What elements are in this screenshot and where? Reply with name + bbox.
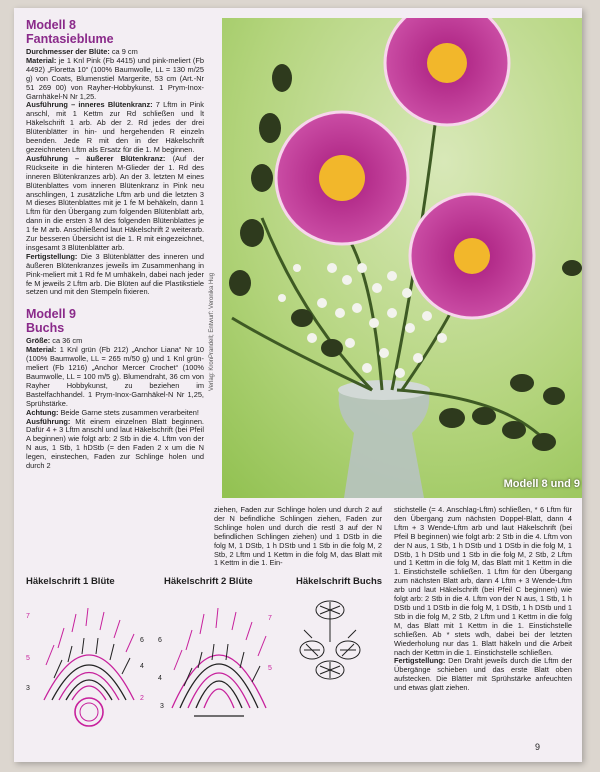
right-column-label: Fertigstellung: — [394, 656, 446, 666]
crochet-chart-2 — [154, 590, 284, 740]
flower-photo — [222, 18, 582, 498]
model8-p3-label: Ausführung – inneres Blütenkranz: — [26, 100, 153, 110]
right-column — [394, 506, 572, 693]
diagram1-title: Häkelschrift 1 Blüte — [26, 576, 115, 587]
page-number: 9 — [534, 742, 540, 752]
model8-p1-label: Durchmesser der Blüte: — [26, 47, 110, 56]
mid-column-text: ziehen, Faden zur Schlinge holen und durch 2 auf der N befindliche Schlingen ziehen, Faden zur Schlinge holen und durch die restl 3 auf der N befindlichen Schlingen ziehen) und 1 DStb in die folg M, 1 DStb, 1 h DStb und 1 Stb in die folg M, 2 Stb, 2 Lftm und 1 Kettm in die folg M, das Blatt mit 1 Kettm in die 1. Ein- — [214, 505, 382, 568]
d2-row-4: 4 — [158, 675, 162, 682]
pink-flower-center — [276, 112, 408, 244]
model9-subtitle: Buchs — [26, 321, 65, 336]
model9-title: Modell 9 — [26, 307, 77, 322]
model8-section — [26, 18, 204, 471]
d1-row-6: 6 — [140, 637, 144, 644]
crochet-chart-1 — [24, 590, 154, 740]
photo-caption: Modell 8 und 9 — [503, 478, 580, 490]
model9-p4-text: Mit einem einzelnen Blatt beginnen. Dafür 4 + 3 Lftm anschl und laut Häkelschrift (bei Pfeil A beginnen) wie folgt arb: 2 Stb in die 4. Lftm von der N aus, 1 Stb, 1 hDStb (= den Faden 2 x um die N legen, einstechen, Faden zur Schlinge holen und durch 2 — [26, 416, 204, 471]
d1-row-3: 3 — [26, 685, 30, 692]
pink-flower-right — [410, 194, 534, 318]
diagram2-title: Häkelschrift 2 Blüte — [164, 576, 253, 587]
model9-p2-label: Material: — [26, 345, 57, 355]
flower-illustration — [222, 18, 582, 498]
model8-p4-label: Ausführung – äußerer Blütenkranz: — [26, 153, 166, 163]
model8-p4-text: (Auf der Rückseite in die hinteren M-Glieder der 1. Rd des inneren Blütenkranzes arb). An der 3. letzten M eines Blütenblattes vom inneren Blütenkranz in Pink neu anschlingen, 1 zusätzliche Lftm arb und die letzten 3 M dieses Blütenblattes mit je 1 fe M behäkeln, dann 1 Lftm für den Übergang zum folgenden Blütenblatt arb, dann in die ersten 3 M des folgenden Blütenblattes je 1 fe M arb. Anschließend laut Häkelschrift 2 weiterarb. Zur besseren Übersicht ist die 1. R mit eingezeichnet, insgesamt 3 Blütenblätter arb. — [26, 153, 205, 252]
photo-credit-text: Verlag: KronPrandell; Entwurf: Veronika Hug — [209, 272, 215, 391]
crochet-chart-buchs — [290, 590, 386, 700]
model8-p5-text: Die 3 Blütenblätter des inneren und äußeren Blütenkranzes jeweils im Zusammenhang in Pink-meliert mit 1 Rd fe M umhäkeln, dabei nach jeder fe M jeweils 2 Lftm arb. Die Blüten auf die Plastikstiele setzen und mit den Stempeln fixieren. — [26, 251, 204, 297]
d2-row-6: 6 — [158, 637, 162, 644]
right-column-text: stichstelle (= 4. Anschlag-Lftm) schließen, * 6 Lftm für den Übergang zum nächsten Doppel-Blatt, dann 4 Lftm + 3 Wende-Lftm arb und laut Häkelschrift (bei Pfeil B beginnen) wie folgt arb: 2 Stb in die 4. Lftm von der N aus, 1 Stb, 1 h DStb und 1 DStb in die folg M, 1 DStb, 1 h DStb und 1 Stb in die folg M, 2 Stb, 2 Lftm und 1 Kettm in die folg M, das Blatt mit 1 Kettm in die 1. Einstichstelle schließen. 1 Lftm für den Übergang zum nächsten Blatt arb, dann 4 Lftm + 3 Wende-Lftm arb und laut Häkelschrift (bei Pfeil C beginnen) wie folgt arb: 2 Stb in die 4. Lftm von der N aus, 1 Stb, 1 h DStb und 1 DStb in die folg M, 1 DStb, 1 h DStb und 1 Stb in die folg M, 2 Stb, 2 Lftm und 1 Kettm in die folg M, das Blatt mit 1 Kettm in die 1. Einstichstelle schließen. Ab * stets wdh, dabei bei der letzten Wiederholung nur das 1. Blatt häkeln und die Arbeit nach der Kettm in die 1. Einstichstelle schließen. — [394, 505, 572, 657]
model9-p2-text: 1 Knl grün (Fb 212) „Anchor Liana“ Nr 10 (100% Baumwolle, LL = 265 m/50 g) und 1 Knl grün-meliert (Fb 1216) „Anchor Mercer Crochet“ (100% Baumwolle, LL = 100 m/5 g). Blumendraht, 36 cm von Rayher Hobbykunst, zu beziehen im Bastelfachhandel. 1 Prym-Inox-Garnhäkel-N Nr 1,25, Sprühstärke. — [26, 345, 204, 408]
diagram3-title: Häkelschrift Buchs — [296, 576, 383, 587]
d2-row-7: 7 — [268, 615, 272, 622]
model8-title: Modell 8 — [26, 18, 77, 32]
model9-p1-label: Größe: — [26, 336, 51, 346]
d1-row-7: 7 — [26, 613, 30, 620]
d2-row-5: 5 — [268, 665, 272, 672]
model8-p2-text: je 1 Knl Pink (Fb 4415) und pink-meliert (Fb 4492) „Floretta 10“ (100% Baumwolle, LL = 130 m/25 g) von Coats, Blumenstiel Margerite, 53 cm (Art.-Nr 51 269 00) von Rayher-Hobbykunst. 1 Prym-Inox-Garnhäkel-N Nr 1,25. — [26, 55, 204, 101]
model9-p3-text: Beide Garne stets zusammen verarbeiten! — [58, 407, 199, 417]
photo-credit — [210, 248, 216, 398]
magazine-page — [14, 8, 582, 762]
model8-subtitle: Fantasieblume — [26, 32, 114, 46]
model9-p4-label: Ausführung: — [26, 416, 71, 426]
model8-p2-label: Material: — [26, 55, 57, 65]
d1-row-5: 5 — [26, 655, 30, 662]
right-column-finish: Den Draht jeweils durch die Lftm der Übergänge schieben und das erste Blatt oben aufstecken. Die Blätter mit Sprühstärke anfeuchten und etwas glatt ziehen. — [394, 656, 572, 693]
mid-column — [214, 506, 382, 568]
d1-row-4: 4 — [140, 663, 144, 670]
model9-p1-text: ca 36 cm — [50, 336, 83, 346]
model8-p1-text: ca 9 cm — [109, 47, 138, 56]
d1-row-2: 2 — [140, 695, 144, 702]
d2-row-3: 3 — [160, 703, 164, 710]
model9-p3-label: Achtung: — [26, 407, 59, 417]
pink-flower-top — [385, 18, 509, 125]
model8-p3-text: 7 Lftm in Pink anschl, mit 1 Kettm zur Rd schließen und lt Häkelschrift 1 arb. Ab der 2. Rd jedes der drei Blütenblätter in hin- und hergehenden R einzeln beenden. Jede R mit den in der Häkelschrift gezeichneten Lftm als Ersatz für die 1. M beginnen. — [26, 100, 204, 154]
model8-p5-label: Fertigstellung: — [26, 251, 78, 261]
